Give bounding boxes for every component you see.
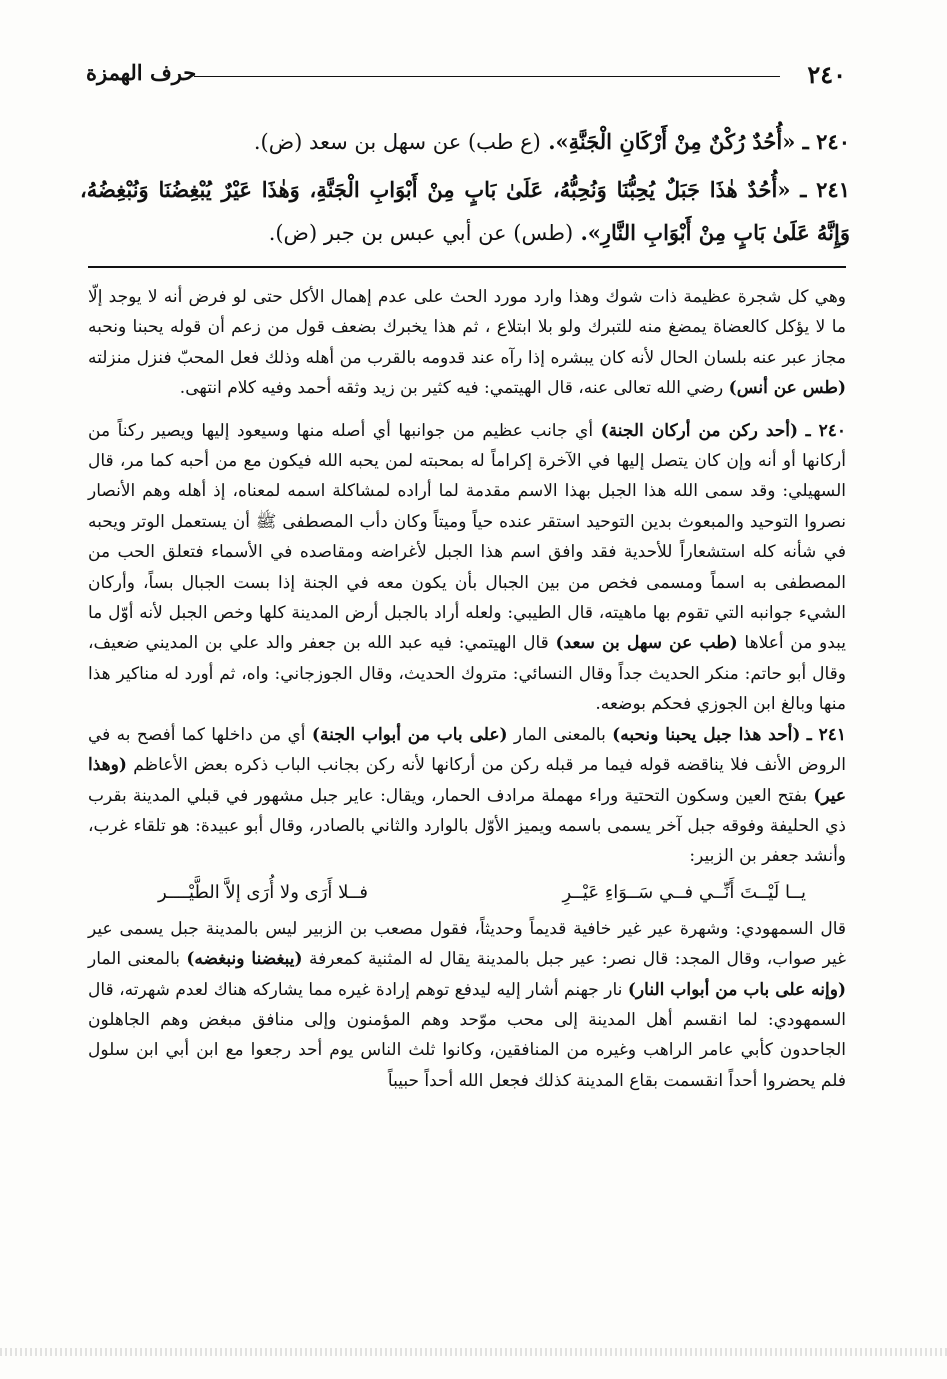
- lemma: (أحد ركن من أركان الجنة): [600, 420, 799, 441]
- commentary-paragraph: وهي كل شجرة عظيمة ذات شوك وهذا وارد مورد الحث على عدم إهمال الأكل حتى لو فرض أنه لا يوجد إلّا ما لا يؤكل كالعضاة يمضغ منه للتبرك ولو بلا ابتلاع ، ثم هذا يخبرك بضعف قول من زعم أن قوله يحبنا ونحبه مجاز عبر عنه بلسان الحال لأنه كان يبشره إذا رآه عند قدومه بالقرب من أهله وذلك فعل المحبّ فنزل منزلته (طس عن أنس) رضي الله تعالى عنه، قال الهيتمي: فيه كثير بن زيد وثقه أحمد وفيه كلام انتهى.: [88, 287, 846, 399]
- commentary-paragraph: ٢٤١ ـ (أحد هذا جبل يحبنا ونحبه) بالمعنى المار (على باب من أبواب الجنة) أي من داخلها كما أفصح به في الروض الأنف فلا يناقضه قوله فيما مر قبله ركن من أركانها لأنه ركن بجانب الباب ذكره بعض الأعاظم (وهذا عير) بفتح العين وسكون التحتية وراء مهملة مرادف الحمار، ويقال: عاير جبل مشهور في قبلي المدينة بقرب ذي الحليفة وفوقه جبل آخر يسمى باسمه ويميز الأوّل بالوارد والثاني بالصادر، وقال أبو عبيدة: هو تلقاء غرب، وأنشد جعفر بن الزبير:: [88, 724, 847, 867]
- commentary: [88, 282, 846, 1096]
- source-citation: (طب عن سهل بن سعد): [555, 633, 738, 654]
- hadith-matn: «أُحُدٌ هٰذَا جَبَلٌ يُحِبُّنَا وَنُحِبُّهُ، عَلَىٰ بَابٍ مِنْ أَبْوَابِ الْجَنَّةِ، وَهٰذَا عَيْرٌ يُبْغِضُنَا وَنُبْغِضُهُ، وَإِنَّهُ عَلَىٰ بَابٍ مِنْ أَبْوَابِ النَّارِ».: [80, 177, 850, 245]
- hadith-matn: «أُحُدٌ رُكْنٌ مِنْ أَرْكَانِ الْجَنَّةِ».: [548, 129, 796, 154]
- page-number: ٢٤٠: [807, 60, 846, 89]
- page-header: [86, 58, 846, 92]
- chapter-title: حرف الهمزة: [86, 60, 197, 85]
- lemma: (وإنه على باب من أبواب النار): [627, 979, 846, 1000]
- source-citation: (طس عن أنس): [728, 378, 846, 399]
- hadith-number: ٢٤١: [816, 177, 850, 202]
- verse-first-hemistich: يــا لَيْــتَ أَنِّــي فــي سَــوَاءِ عَيْــرِ: [562, 881, 806, 903]
- hadith-source: (طس) عن أبي عبس بن جبر (ض).: [268, 221, 574, 245]
- commentary-paragraph: قال السمهودي: وشهرة عير غير خافية قديماً وحديثاً، فقول مصعب بن الزبير ليس بالمدينة جبل يسمى عير غير صواب، وقال المجد: قال نصر: عير جبل بالمدينة يقال له المثنية كمعرفة (يبغضنا ونبغضه) بالمعنى المار (وإنه على باب من أبواب النار) نار جهنم أشار إليه ليدفع توهم إرادة غيره مما يشاركه هناك لعدم شهرته، قال السمهودي: لما انقسم أهل المدينة إلى محب موّحد وهم المؤمنون وإلى منافق مبغض وهم الجاهلون الجاحدون كأبي عامر الراهب وغيره من المنافقين، وكانوا ثلث الناس يوم أحد رجعوا مع ابن أبي ابن سلول فلم يحضروا أحداً انقسمت بقاع المدينة كذلك فجعل الله أحداً حبيباً: [88, 918, 846, 1091]
- header-rule: [194, 76, 780, 77]
- hadith-number: ٢٤١ ـ: [806, 724, 847, 745]
- lemma: (يبغضنا ونبغضه): [186, 949, 303, 970]
- lemma: (وهذا عير): [88, 755, 847, 806]
- scan-artifact: [0, 1348, 947, 1356]
- lemma: (على باب من أبواب الجنة): [311, 724, 508, 745]
- commentary-paragraph: ٢٤٠ ـ (أحد ركن من أركان الجنة) أي جانب عظيم من جوانبها أي أصله منها وسيعود إليها ويصير ركناً من أركانها أو أنه وإن كان يتصل إليها في الآخرة إكراماً له بمحبته لمن يحبه الله فيكون مع من أحبه كما مر، قال السهيلي: وقد سمى الله هذا الجبل بهذا الاسم مقدمة لما أراده لمشاكلة اسمه لمعناه، إذ أهله وهم الأنصار نصروا التوحيد والمبعوث بدين التوحيد استقر عنده حياً وميتاً وكان دأب المصطفى ﷺ أن يستعمل الوتر ويحبه في شأنه كله استشعاراً للأحدية فقد وافق اسم هذا الجبل لأغراضه ومقاصده في الأسماء فتعلق الحب من المصطفى به اسماً ومسمى فخص من بين الجبال بأن يكون معه في الجنة إذا بست الجبال بساً، وأركان الشيء جوانبه التي تقوم بها ماهيته، قال الطيبي: ولعله أراد بالجبل أرض المدينة كلها وخص الجبل لأنه أوّل ما يبدو من أعلاها (طب عن سهل بن سعد) قال الهيتمي: فيه عبد الله بن جعفر والد علي بن المديني ضعيف، وقال أبو حاتم: منكر الحديث جداً وقال النسائي: متروك الحديث، وقال الجوزجاني: واه، ثم أورد له مناكير هذا منها وبالغ ابن الجوزي فحكم بوضعه.: [88, 420, 847, 715]
- hadith-number: ٢٤٠ ـ: [805, 420, 847, 441]
- lemma: (أحد هذا جبل يحبنا ونحبه): [612, 724, 801, 745]
- hadith-text: ٢٤١ ـ «أُحُدٌ هٰذَا جَبَلٌ يُحِبُّنَا وَنُحِبُّهُ، عَلَىٰ بَابٍ مِنْ أَبْوَابِ الْجَنَّةِ، وَهٰذَا عَيْرٌ يُبْغِضُنَا وَنُبْغِضُهُ، وَإِنَّهُ عَلَىٰ بَابٍ مِنْ أَبْوَابِ النَّارِ». (طس) عن أبي عبس بن جبر (ض).: [80, 177, 850, 245]
- commentary-separator: [88, 266, 846, 268]
- hadith-241: [80, 168, 850, 255]
- verse-second-hemistich: فــلا أَرَى ولا أُرَى إلاَّ الطَّيْــــر: [158, 881, 368, 903]
- hadith-source: (ع طب) عن سهل بن سعد (ض).: [253, 130, 541, 154]
- poetry-verse: [88, 872, 846, 914]
- hadith-text: ٢٤٠ ـ «أُحُدٌ رُكْنٌ مِنْ أَرْكَانِ الْجَنَّةِ». (ع طب) عن سهل بن سعد (ض).: [253, 129, 850, 154]
- hadith-number: ٢٤٠: [816, 129, 850, 154]
- hadith-240: [80, 120, 850, 164]
